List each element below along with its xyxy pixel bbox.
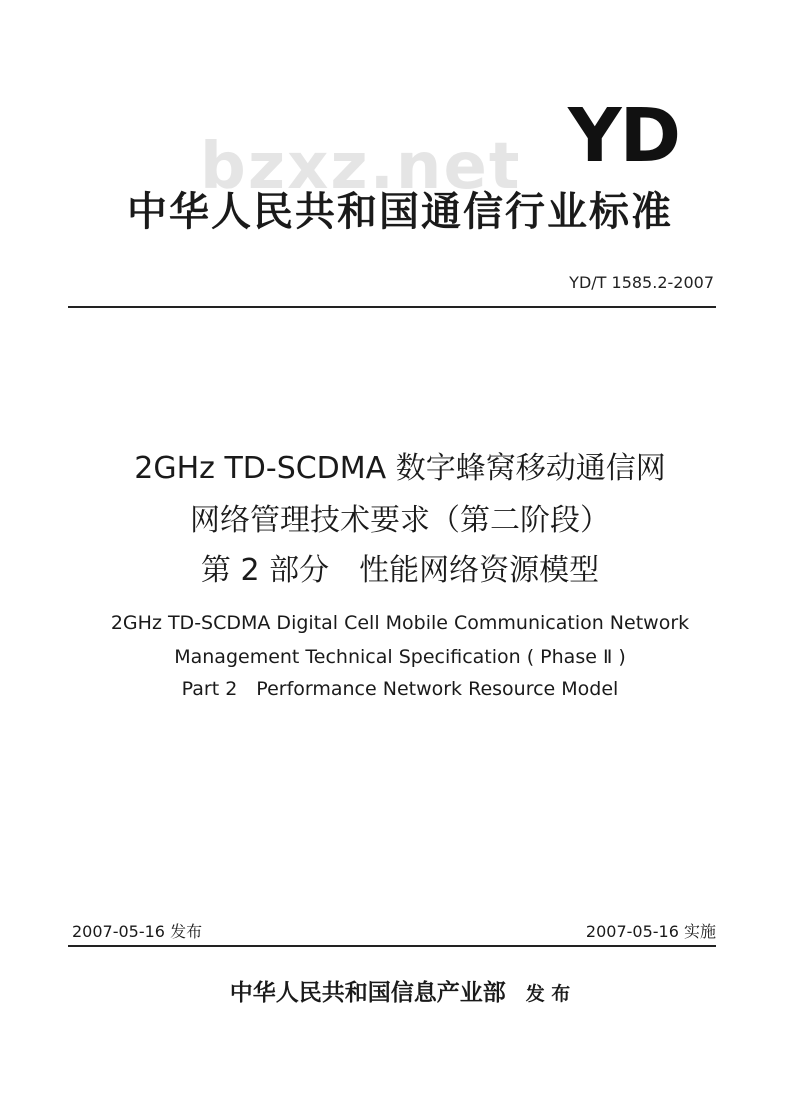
title-en-line1: 2GHz TD-SCDMA Digital Cell Mobile Communication Network [110,612,690,634]
title-en-line3: Part 2 Performance Network Resource Model [181,678,619,700]
issue-word: 发 布 [525,983,571,1005]
standard-number: YD/T 1585.2-2007 [569,273,714,292]
top-divider [68,306,716,308]
bottom-divider [68,945,716,947]
title-en-line2: Management Technical Specification ( Phase Ⅱ ) [174,646,626,668]
title-zh-line1: 2GHz TD-SCDMA 数字蜂窝移动通信网 [134,451,666,486]
implement-date: 2007-05-16 实施 [585,922,716,941]
yd-logo: YD [568,93,680,179]
watermark: bzxz.net [200,130,522,204]
title-zh-line3: 第 2 部分 性能网络资源模型 [200,553,600,588]
standard-title: 中华人民共和国通信行业标准 [127,189,673,235]
publish-date: 2007-05-16 发布 [72,922,203,941]
issuer-line [0,977,800,1010]
title-zh-line2: 网络管理技术要求（第二阶段） [190,503,610,538]
issuer-name: 中华人民共和国信息产业部 [229,980,506,1006]
